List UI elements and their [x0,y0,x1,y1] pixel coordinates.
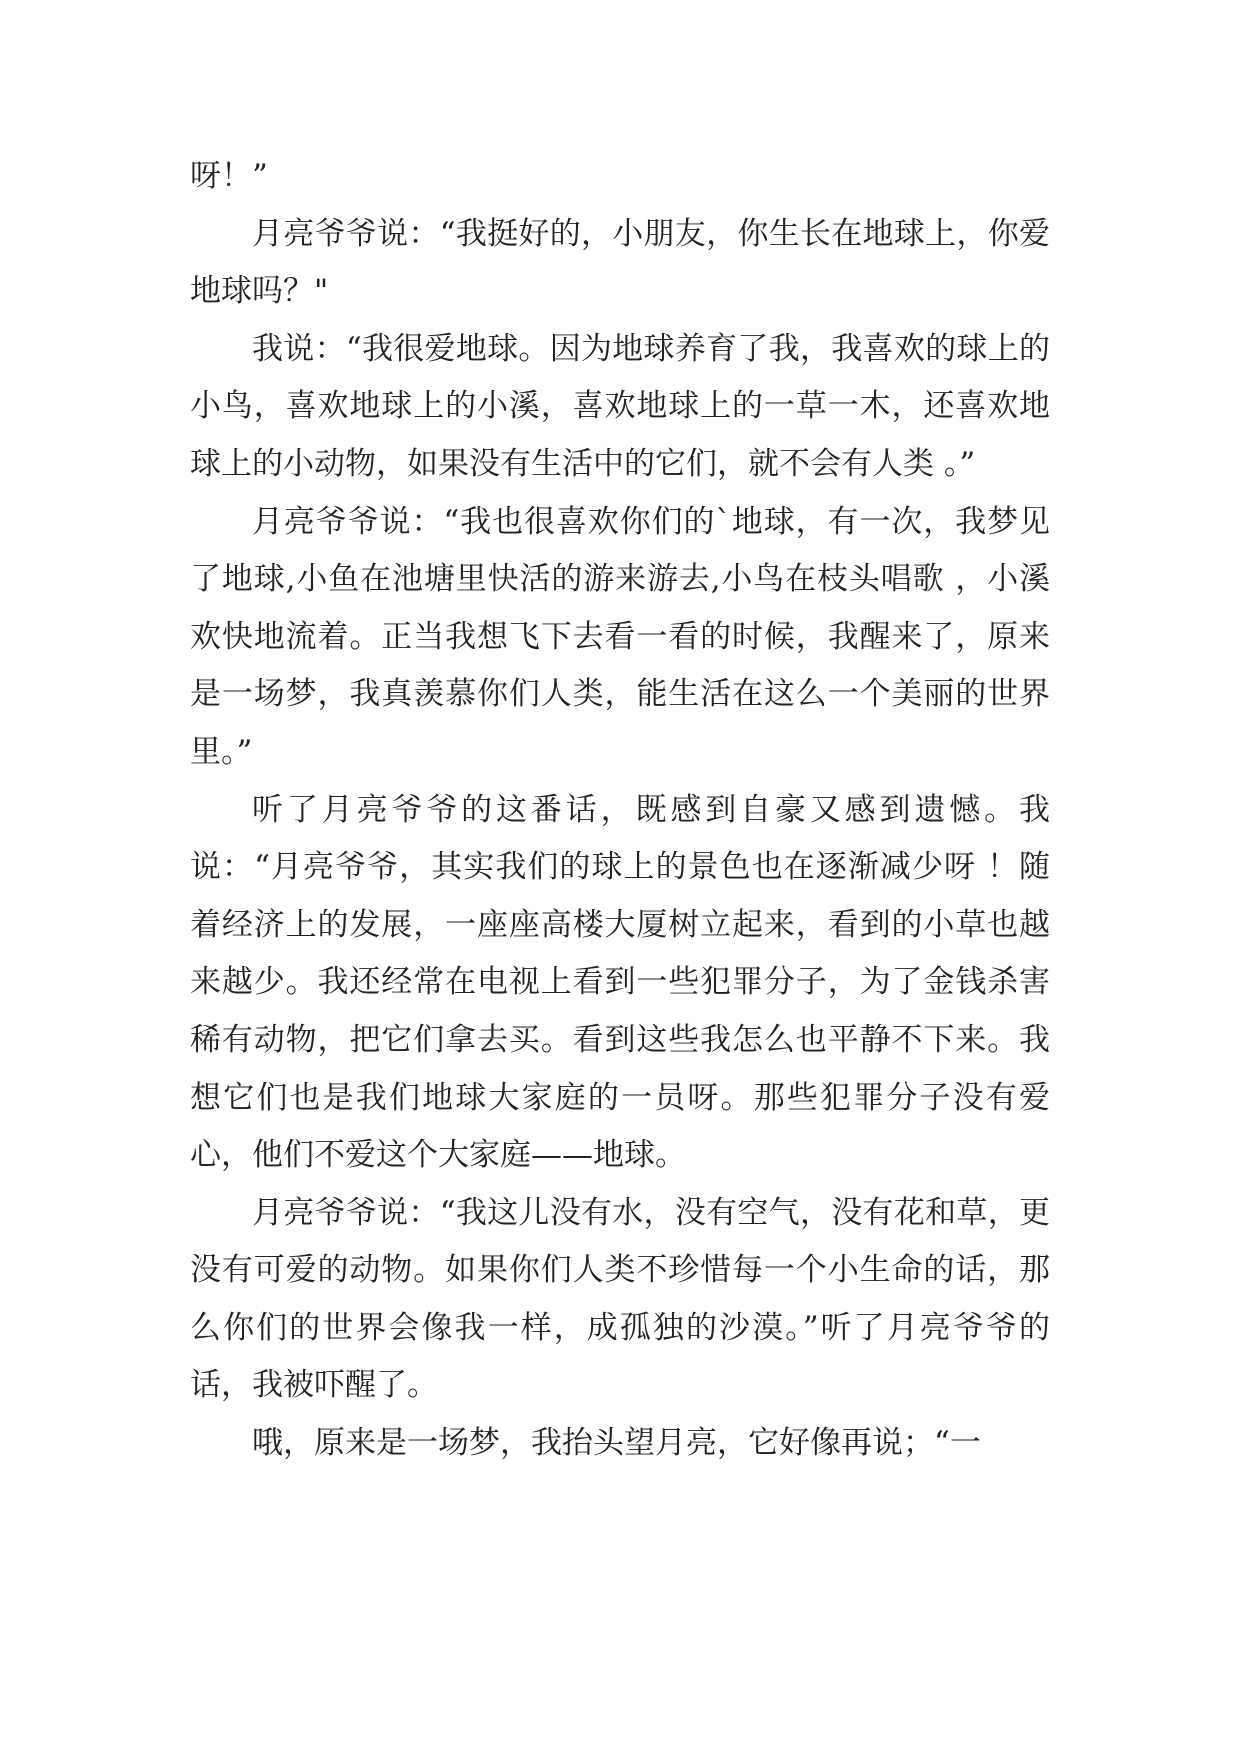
paragraph: 听了月亮爷爷的这番话，既感到自豪又感到遗憾。我说：“月亮爷爷，其实我们的球上的景色也在逐渐减少呀 ！随着经济上的发展，一座座高楼大厦树立起来，看到的小草也越来越少。我还经常在电视上看到一些犯罪分子，为了金钱杀害稀有动物，把它们拿去买。看到这些我怎么也平静不下来。我想它们也是我们地球大家庭的一员呀。那些犯罪分子没有爱心，他们不爱这个大家庭——地球。 [190,791,1050,1174]
document-body [190,148,1050,1473]
paragraph: 我说：“我很爱地球。因为地球养育了我，我喜欢的球上的小鸟，喜欢地球上的小溪，喜欢地球上的一草一木，还喜欢地球上的小动物，如果没有生活中的它们，就不会有人类 。” [190,330,1050,482]
paragraph: 哦，原来是一场梦，我抬头望月亮，它好像再说；“一 [252,1425,981,1462]
paragraph-continuation: 呀！” [190,158,268,194]
paragraph: 月亮爷爷说：“我也很喜欢你们的`地球，有一次，我梦见了地球,小鱼在池塘里快活的游来游去,小鸟在枝头唱歌 ，小溪欢快地流着。正当我想飞下去看一看的时候，我醒来了，原来是一场梦，我真羡慕你们人类，能生活在这么一个美丽的世界里。” [190,503,1050,770]
paragraph: 月亮爷爷说：“我这儿没有水，没有空气，没有花和草，更没有可爱的动物。如果你们人类不珍惜每一个小生命的话，那么你们的世界会像我一样，成孤独的沙漠。”听了月亮爷爷的话，我被吓醒了。 [190,1194,1050,1404]
paragraph: 月亮爷爷说：“我挺好的，小朋友，你生长在地球上，你爱地球吗？" [190,215,1050,310]
